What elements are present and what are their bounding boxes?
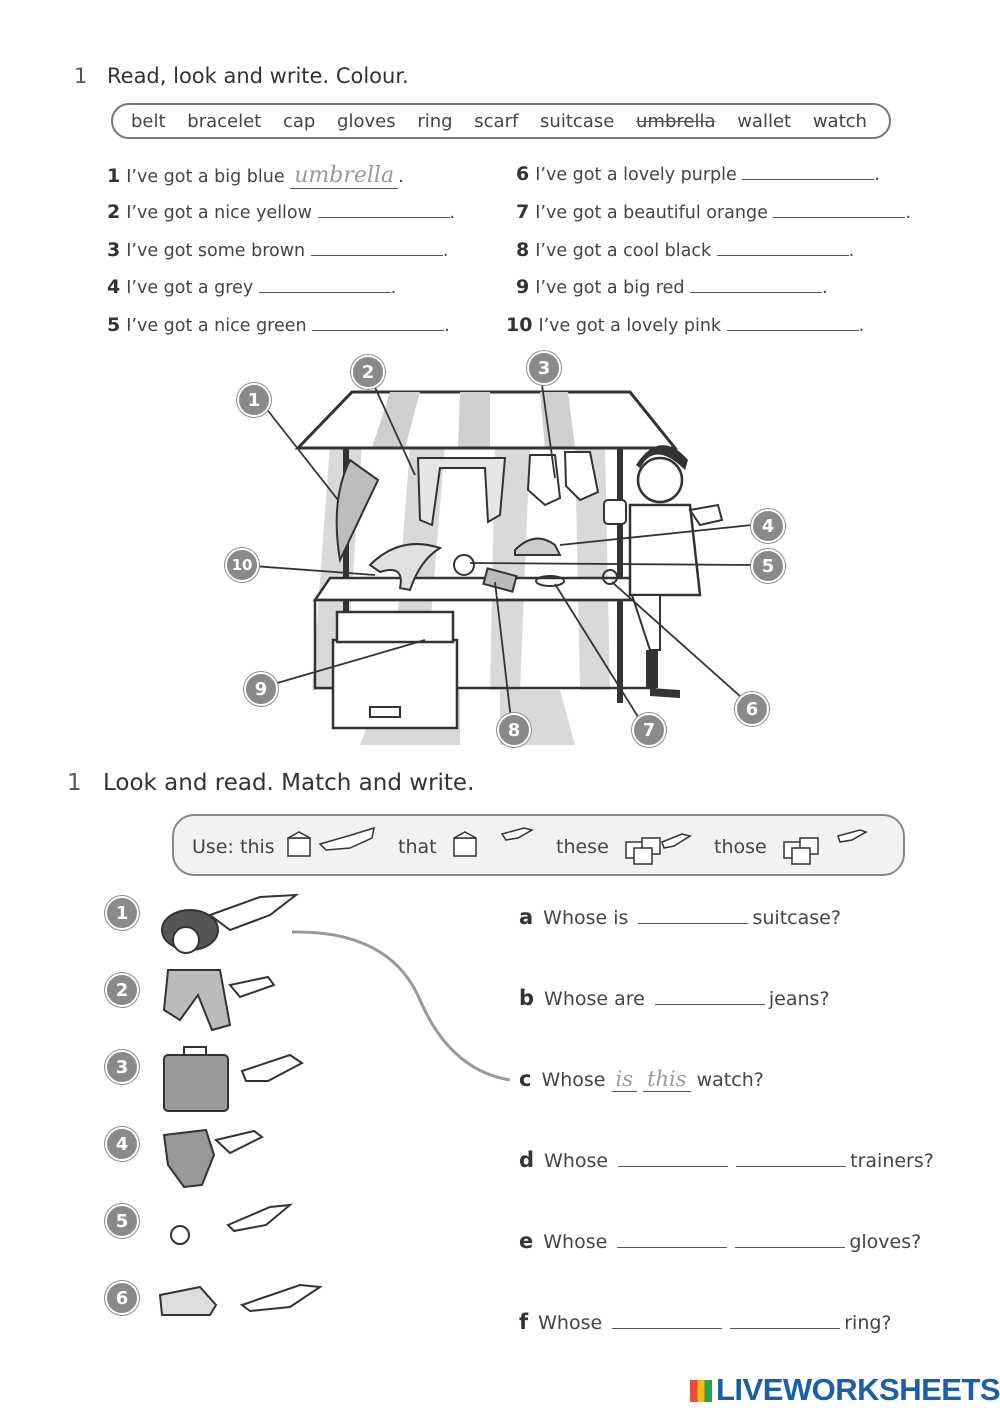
answer-blank-4[interactable] (259, 278, 391, 293)
suitcase-drawing (333, 640, 457, 728)
question-f: f Whose ring? (519, 1310, 892, 1334)
market-stall-illustration (0, 350, 1000, 750)
question-a: a Whose is suitcase? (519, 905, 841, 929)
question-e: e Whose gloves? (519, 1229, 922, 1253)
picture-label-9: 9 (244, 672, 278, 706)
umbrella-drawing (337, 460, 378, 560)
answer-blank-7[interactable] (773, 203, 905, 218)
exercise-2-title: Look and read. Match and write. (103, 770, 475, 796)
boxes-icon (626, 838, 660, 864)
sentence-5: 5 I’ve got a nice green . (107, 314, 450, 336)
word-bank-item: wallet (737, 110, 792, 132)
picture-number-3: 3 (105, 1050, 139, 1084)
answer-blank-d-1[interactable] (618, 1152, 728, 1167)
answer-blank-5[interactable] (312, 316, 444, 331)
answer-blank-6[interactable] (742, 165, 874, 180)
answer-blank-a[interactable] (638, 909, 748, 924)
sentence-1: 1 I’ve got a big blue umbrella . (107, 163, 404, 188)
answer-blank-10[interactable] (727, 316, 859, 331)
sentence-6: 6 I’ve got a lovely purple . (516, 163, 880, 185)
picture-number-6: 6 (105, 1281, 139, 1315)
picture-label-5: 5 (751, 549, 785, 583)
word-bank-item: suitcase (540, 110, 615, 132)
sentence-8: 8 I’ve got a cool black . (516, 239, 855, 261)
word-bank-item-used: umbrella (636, 110, 716, 132)
use-word-those: those (714, 836, 767, 858)
picture-label-3: 3 (527, 351, 561, 385)
sentence-2: 2 I’ve got a nice yellow . (107, 201, 456, 223)
answer-blank-2[interactable] (318, 203, 450, 218)
answer-blank-9[interactable] (690, 278, 822, 293)
word-bank-item: bracelet (187, 110, 262, 132)
answer-blank-b[interactable] (655, 990, 765, 1005)
question-b: b Whose are jeans? (519, 986, 830, 1010)
word-bank-item: watch (812, 110, 867, 132)
picture-label-2: 2 (351, 355, 385, 389)
exercise-1-number: 1 (74, 64, 88, 88)
answer-blank-d-2[interactable] (736, 1152, 846, 1167)
picture-number-5: 5 (105, 1204, 139, 1238)
sentence-9: 9 I’ve got a big red . (516, 276, 828, 298)
trainers-picture (160, 1285, 320, 1315)
sentence-10: 10 I’ve got a lovely pink . (506, 314, 865, 336)
use-word-these: these (556, 836, 609, 858)
answer-1[interactable]: umbrella (290, 163, 398, 189)
pointing-hand-icon (662, 834, 690, 848)
ring-picture (171, 1205, 290, 1244)
picture-label-8: 8 (497, 713, 531, 747)
answer-blank-3[interactable] (311, 241, 443, 256)
word-bank-item: gloves (337, 110, 396, 132)
use-word-this: this (240, 836, 275, 858)
answer-c-1[interactable]: is (612, 1067, 638, 1092)
word-bank-item: scarf (474, 110, 519, 132)
picture-label-4: 4 (751, 509, 785, 543)
exercise-2-number: 1 (67, 770, 82, 796)
word-bank-item: cap (282, 110, 316, 132)
box-icon (288, 832, 310, 856)
pointing-hand-icon (838, 830, 866, 842)
word-bank (111, 103, 891, 139)
answer-blank-e-2[interactable] (735, 1233, 845, 1248)
match-line (280, 920, 520, 1090)
pointing-hand-icon (320, 828, 374, 850)
sentence-4: 4 I’ve got a grey . (107, 276, 397, 298)
watch-picture (162, 895, 296, 953)
sentence-3: 3 I’ve got some brown . (107, 239, 449, 261)
question-d: d Whose trainers? (519, 1148, 934, 1172)
picture-number-1: 1 (105, 896, 139, 930)
picture-label-1: 1 (237, 383, 271, 417)
jeans-picture (164, 970, 274, 1030)
picture-number-2: 2 (105, 973, 139, 1007)
boxes-icon (784, 838, 818, 864)
picture-label-6: 6 (735, 692, 769, 726)
answer-blank-e-1[interactable] (617, 1233, 727, 1248)
use-word-that: that (398, 836, 437, 858)
picture-number-4: 4 (105, 1127, 139, 1161)
word-bank-item: belt (131, 110, 166, 132)
answer-blank-8[interactable] (717, 241, 849, 256)
question-c: c Whose is this watch? (519, 1067, 764, 1091)
liveworksheets-logo[interactable]: LIVEWORKSHEETS (690, 1372, 1000, 1408)
answer-c-2[interactable]: this (643, 1067, 690, 1092)
use-word-icons (286, 824, 886, 868)
answer-blank-f-1[interactable] (612, 1314, 722, 1329)
gloves-picture (164, 1130, 262, 1187)
sentence-7: 7 I’ve got a beautiful orange . (516, 201, 912, 223)
picture-label-10: 10 (225, 548, 259, 582)
answer-blank-f-2[interactable] (730, 1314, 840, 1329)
watch-drawing (454, 555, 474, 575)
picture-label-7: 7 (632, 713, 666, 747)
gloves-drawing (528, 455, 560, 505)
logo-icon (690, 1380, 712, 1402)
exercise-1-title: Read, look and write. Colour. (107, 64, 409, 88)
pointing-hand-icon (502, 828, 532, 840)
use-label: Use: (192, 836, 234, 858)
box-icon (454, 832, 476, 856)
scarf-drawing (418, 458, 505, 525)
word-bank-item: ring (417, 110, 453, 132)
